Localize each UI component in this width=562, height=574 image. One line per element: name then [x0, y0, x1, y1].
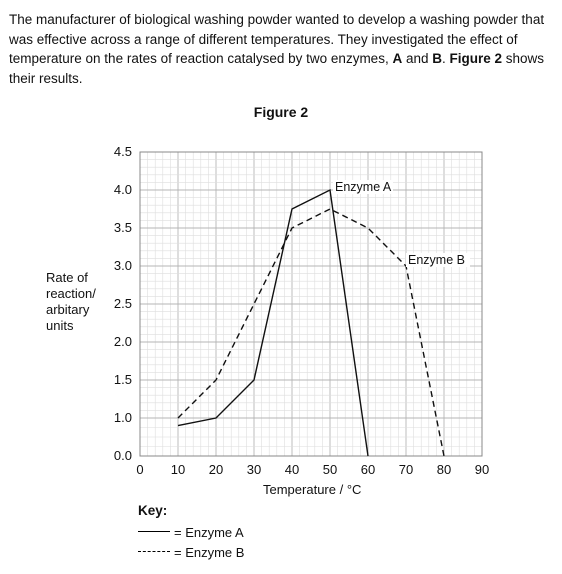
annotation-enzyme-b: Enzyme B: [408, 253, 465, 267]
y-tick-label: 1.0: [113, 410, 132, 425]
y-tick-label: 2.0: [113, 334, 132, 349]
y-axis-label-line: arbitary: [46, 302, 90, 317]
intro-part1: The manufacturer of biological washing powder wanted to develop a washing powder that was effective across a range of different temperatures. They investigated the effect of temperature on the rates of reaction catalysed by two enzymes,: [9, 12, 545, 66]
y-axis-label-line: Rate of: [46, 270, 88, 285]
y-tick-label: 3.0: [113, 258, 132, 273]
x-tick-label: 20: [208, 462, 224, 477]
x-tick-label: 90: [474, 462, 490, 477]
key-solid-line: [138, 531, 170, 534]
series-line-enzyme-b: [178, 209, 444, 456]
y-tick-label: 1.5: [113, 372, 132, 387]
intro-and: and: [402, 51, 433, 66]
series-line-enzyme-a: [178, 190, 368, 456]
key-enzyme-a-label: = Enzyme A: [174, 525, 244, 540]
x-tick-label: 80: [436, 462, 452, 477]
x-tick-label: 70: [398, 462, 414, 477]
y-tick-label: 2.5: [113, 296, 132, 311]
key-dashed-line: [138, 551, 170, 554]
key-enzyme-b-label: = Enzyme B: [174, 545, 245, 560]
y-tick-label: 4.5: [113, 144, 132, 159]
intro-sep: .: [441, 51, 450, 66]
key-enzyme-a: [138, 525, 244, 540]
x-tick-label: 50: [322, 462, 338, 477]
x-tick-label: 30: [246, 462, 262, 477]
figure-title: Figure 2: [253, 104, 309, 120]
x-tick-label: 60: [360, 462, 376, 477]
y-tick-label: 4.0: [113, 182, 132, 197]
key-enzyme-b: [138, 545, 244, 560]
x-axis-label: Temperature / °C: [263, 482, 362, 497]
intro-enzyme-b: B: [432, 51, 442, 66]
x-tick-label: 40: [284, 462, 300, 477]
intro-figure-ref: Figure 2: [449, 51, 503, 66]
y-tick-label: 3.5: [113, 220, 132, 235]
x-tick-label: 0: [136, 462, 144, 477]
y-tick-label: 0.0: [113, 448, 132, 463]
y-axis-label-line: units: [46, 318, 74, 333]
key-title: Key:: [138, 503, 168, 518]
x-tick-label: 10: [170, 462, 186, 477]
annotation-enzyme-a: Enzyme A: [335, 180, 392, 194]
y-axis-label-line: reaction/: [46, 286, 96, 301]
intro-enzyme-a: A: [392, 51, 403, 66]
intro-part2: shows their results.: [9, 51, 545, 86]
